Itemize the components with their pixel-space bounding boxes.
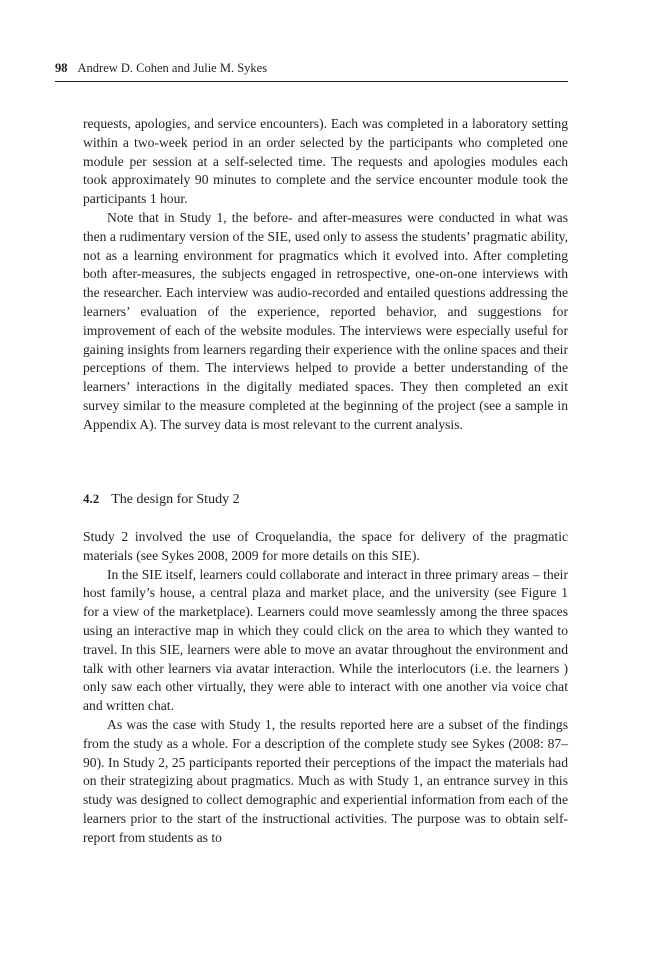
header-rule xyxy=(55,81,568,82)
paragraph: In the SIE itself, learners could collaborate and interact in three primary areas – their host family’s house, a central plaza and market place, and the university (see Figure 1 for a view of the marketplace). Learners could move seamlessly among the three spaces using an interactive map in which they could click on the area to which they wanted to travel. In this SIE, learners were able to move an avatar throughout the environment and talk with other learners via avatar interaction. While the interlocutors (i.e. the learners ) only saw each other virtually, they were able to interact with one another via voice chat and written chat. xyxy=(83,566,568,714)
running-head xyxy=(55,60,568,76)
paragraph: As was the case with Study 1, the results reported here are a subset of the findings from the study as a whole. For a description of the complete study see Sykes (2008: 87–90). In Study 2, 25 participants reported their perceptions of the impact the materials had on their strategizing about pragmatics. Much as with Study 1, an entrance survey in this study was designed to collect demographic and experiential information from each of the learners prior to the start of the instructional activities. The purpose was to obtain self-report from students as to xyxy=(83,716,568,845)
section-number: 4.2 xyxy=(83,491,100,506)
section-title: The design for Study 2 xyxy=(111,492,240,507)
running-head-authors: Andrew D. Cohen and Julie M. Sykes xyxy=(77,61,268,75)
paragraph: Study 2 involved the use of Croquelandia, the space for delivery of the pragmatic materials (see Sykes 2008, 2009 for more details on this SIE). xyxy=(83,529,568,563)
paragraph: Note that in Study 1, the before- and after-measures were conducted in what was then a rudimentary version of the SIE, used only to assess the students’ pragmatic ability, not as a learning environment for pragmatics which it evolved into. After completing both after-measures, the subjects engaged in retrospective, one-on-one interviews with the researcher. Each interview was audio-recorded and entailed questions addressing the learners’ evaluation of the experience, reported behavior, and suggestions for improvement of each of the website modules. The interviews were especially useful for gaining insights from learners regarding their experience with the online spaces and their perceptions of them. The interviews helped to provide a better understanding of the learners’ interactions in the digitally mediated spaces. They then completed an exit survey similar to the measure completed at the beginning of the project (see a sample in Appendix A). The survey data is most relevant to the current analysis. xyxy=(83,209,568,432)
section-1-text xyxy=(83,115,568,435)
page-number: 98 xyxy=(55,61,68,75)
section-heading xyxy=(83,490,240,509)
paragraph: requests, apologies, and service encounters). Each was completed in a laboratory setting within a two-week period in an order selected by the participants who completed one module per session at a self-selected time. The requests and apologies modules each took approximately 90 minutes to complete and the service encounter module took the participants 1 hour. xyxy=(83,116,568,207)
section-2-text xyxy=(83,528,568,848)
